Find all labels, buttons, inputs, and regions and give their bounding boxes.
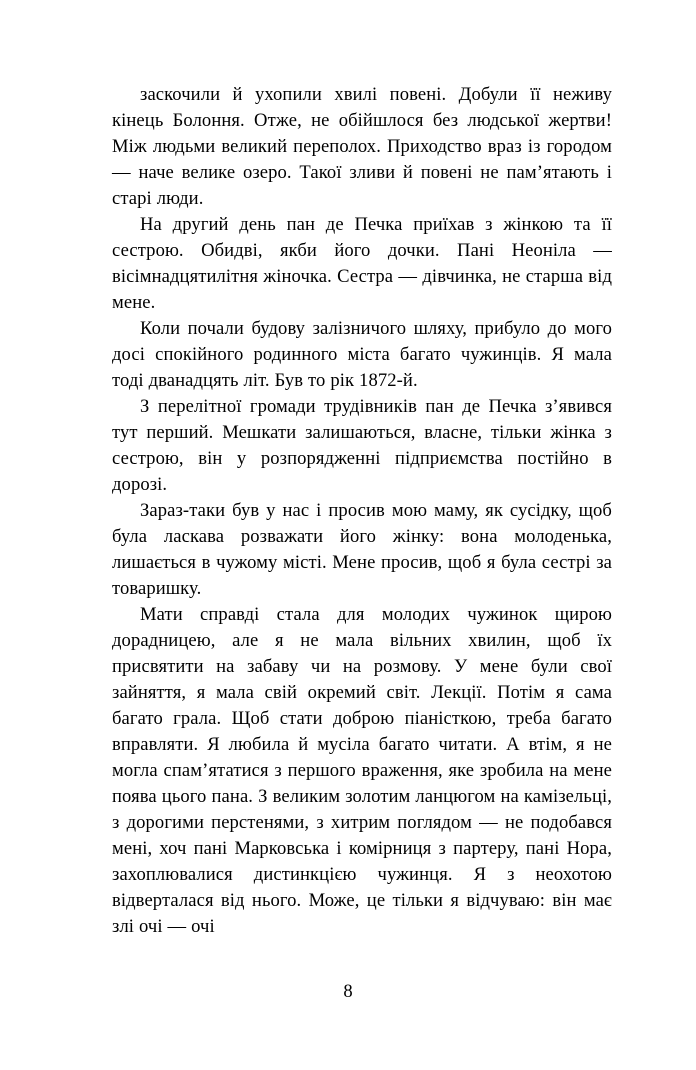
paragraph: На другий день пан де Печка приїхав з жінкою та її сестрою. Обидві, якби його дочки. Пані Неоніла — вісімнадцятилітня жіночка. Сестра — дівчинка, не старша від мене. (112, 214, 612, 313)
page-text-body (112, 82, 612, 940)
paragraph: Коли почали будову залізничого шляху, прибуло до мого досі спокійного родинного міста багато чужинців. Я мала тоді дванадцять літ. Був то рік 1872-й. (112, 318, 612, 391)
paragraph: Мати справді стала для молодих чужинок щирою дорадницею, але я не мала вільних хвилин, щоб їх присвятити на забаву чи на розмову. У мене були свої зайняття, я мала свій окремий світ. Лекції. Потім я сама багато грала. Щоб стати доброю піаністкою, треба багато вправляти. Я любила й мусіла багато читати. А втім, я не могла спам’ятатися з першого враження, яке зробила на мене поява цього пана. З великим золотим ланцюгом на камізельці, з дорогими перстенями, з хитрим поглядом — не подобався мені, хоч пані Марковська і комірниця з партеру, пані Нора, захоплювалися дистинкцією чужинця. Я з неохотою відверталася від нього. Може, це тільки я відчуваю: він має злі очі — очі (112, 604, 612, 937)
paragraph: З перелітної громади трудівників пан де Печка з’явився тут перший. Мешкати залишаються, власне, тільки жінка з сестрою, він у розпорядженні підприємства постійно в дорозі. (112, 396, 612, 495)
page-number: 8 (343, 981, 353, 1002)
paragraph: Зараз-таки був у нас і просив мою маму, як сусідку, щоб була ласкава розважати його жінку: вона молоденька, лишається в чужому місті. Мене просив, щоб я була сестрі за товаришку. (112, 500, 612, 599)
paragraph: заскочили й ухопили хвилі повені. Добули її неживу кінець Болоння. Отже, не обійшлося без людської жертви! Між людьми великий переполох. Приходство враз із городом — наче велике озеро. Такої зливи й повені не пам’ятають і старі люди. (112, 84, 612, 209)
